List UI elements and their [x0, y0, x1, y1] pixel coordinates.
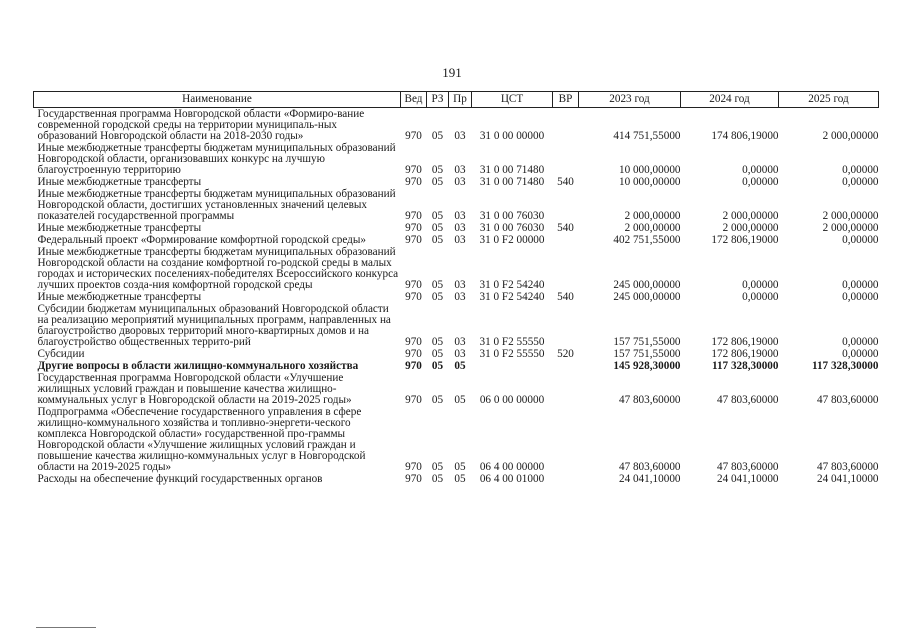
- cell-2023: 245 000,00000: [613, 291, 681, 303]
- cell-name: Расходы на обеспечение функций государственных органов: [37, 473, 323, 485]
- cell-2023: 47 803,60000: [618, 394, 681, 406]
- cell-pr: 03: [454, 164, 466, 176]
- cell-2025: 0,00000: [842, 279, 879, 291]
- cell-2023: 2 000,00000: [624, 222, 681, 234]
- cell-rz: 05: [431, 360, 444, 372]
- cell-rz: 05: [431, 130, 444, 142]
- cell-cst: 31 0 F2 55550: [479, 336, 545, 348]
- cell-vr: [553, 473, 579, 485]
- cell-2024: 2 000,00000: [722, 210, 779, 222]
- cell-vr: [553, 303, 579, 348]
- header-name: Наименование: [34, 92, 401, 108]
- cell-2025: 24 041,10000: [816, 473, 879, 485]
- cell-name: Иные межбюджетные трансферты бюджетам муниципальных образований Новгородской области, организовавших конкурс на лучшую благоустроенную территорию: [37, 142, 396, 176]
- table-row: [34, 108, 879, 143]
- cell-pr: 05: [454, 461, 466, 473]
- header-2024: 2024 год: [681, 92, 779, 108]
- cell-2025: 2 000,00000: [822, 222, 879, 234]
- cell-vr: [553, 246, 579, 291]
- cell-2025: 0,00000: [842, 336, 879, 348]
- cell-vr: [553, 372, 579, 406]
- cell-ved: 970: [405, 394, 422, 406]
- cell-ved: 970: [405, 222, 422, 234]
- cell-cst: 31 0 00 71480: [479, 164, 545, 176]
- header-2023: 2023 год: [579, 92, 681, 108]
- table-row: [34, 406, 879, 473]
- cell-rz: 05: [431, 222, 444, 234]
- header-row: [34, 92, 879, 108]
- cell-name: Другие вопросы в области жилищно-коммунального хозяйства: [37, 360, 359, 372]
- cell-rz: 05: [431, 291, 444, 303]
- cell-2023: 245 000,00000: [613, 279, 681, 291]
- cell-vr: 520: [557, 348, 574, 360]
- cell-pr: 03: [454, 336, 466, 348]
- cell-2025: 2 000,00000: [822, 210, 879, 222]
- cell-ved: 970: [405, 210, 422, 222]
- cell-cst: 31 0 00 71480: [479, 176, 545, 188]
- table-row: [34, 142, 879, 176]
- header-ved: Вед: [401, 92, 427, 108]
- cell-name: Субсидии: [37, 348, 85, 360]
- cell-rz: 05: [431, 473, 444, 485]
- cell-2024: 47 803,60000: [716, 461, 779, 473]
- cell-rz: 05: [431, 234, 444, 246]
- cell-cst: 31 0 00 00000: [479, 130, 545, 142]
- cell-rz: 05: [431, 164, 444, 176]
- cell-2023: 47 803,60000: [618, 461, 681, 473]
- cell-2025: 2 000,00000: [822, 130, 879, 142]
- cell-pr: 05: [454, 473, 466, 485]
- cell-2024: 0,00000: [742, 164, 779, 176]
- cell-2024: 172 806,19000: [711, 234, 779, 246]
- cell-pr: 03: [454, 176, 466, 188]
- header-cst: ЦСТ: [472, 92, 553, 108]
- cell-2024: 24 041,10000: [716, 473, 779, 485]
- cell-2024: 0,00000: [742, 176, 779, 188]
- table-row: [34, 222, 879, 234]
- cell-cst: 06 4 00 00000: [479, 461, 545, 473]
- budget-table: [33, 91, 879, 485]
- cell-ved: 970: [405, 164, 422, 176]
- cell-rz: 05: [431, 336, 444, 348]
- cell-vr: [553, 360, 579, 372]
- cell-pr: 03: [454, 279, 466, 291]
- cell-pr: 03: [454, 130, 466, 142]
- cell-2024: 2 000,00000: [722, 222, 779, 234]
- header-rz: РЗ: [427, 92, 449, 108]
- cell-pr: 05: [454, 360, 466, 372]
- cell-name: Иные межбюджетные трансферты бюджетам муниципальных образований Новгородской области, достигших установленных значений целевых показателей государственной программы: [37, 188, 396, 222]
- cell-ved: 970: [405, 279, 422, 291]
- cell-name: Иные межбюджетные трансферты: [37, 222, 202, 234]
- cell-2023: 2 000,00000: [624, 210, 681, 222]
- table-header: [34, 92, 879, 108]
- cell-cst: 31 0 F2 00000: [479, 234, 545, 246]
- cell-rz: 05: [431, 348, 444, 360]
- table-row: [34, 246, 879, 291]
- cell-pr: 05: [454, 394, 466, 406]
- cell-2023: 10 000,00000: [618, 176, 681, 188]
- cell-cst: 31 0 00 76030: [479, 210, 545, 222]
- cell-2024: 172 806,19000: [711, 348, 779, 360]
- cell-2023: 414 751,55000: [613, 130, 681, 142]
- cell-pr: 03: [454, 234, 466, 246]
- cell-pr: 03: [454, 210, 466, 222]
- cell-name: Иные межбюджетные трансферты: [37, 176, 202, 188]
- cell-vr: [553, 188, 579, 222]
- cell-rz: 05: [431, 210, 444, 222]
- cell-rz: 05: [431, 461, 444, 473]
- cell-cst: 31 0 F2 54240: [479, 291, 545, 303]
- cell-vr: [553, 108, 579, 143]
- cell-ved: 970: [405, 360, 422, 372]
- cell-2023: 157 751,55000: [613, 336, 681, 348]
- cell-vr: 540: [557, 176, 574, 188]
- cell-ved: 970: [405, 234, 422, 246]
- cell-name: Иные межбюджетные трансферты бюджетам муниципальных образований Новгородской области на создание комфортной го-родской среды в малых городах и исторических поселениях-победителях Всероссийского конкурса лучших проектов созда-ния комфортной городской среды: [37, 246, 399, 291]
- cell-cst: [472, 360, 553, 372]
- cell-2025: 0,00000: [842, 164, 879, 176]
- table-row: [34, 473, 879, 485]
- cell-name: Иные межбюджетные трансферты: [37, 291, 202, 303]
- cell-vr: 540: [557, 291, 574, 303]
- table-row: [34, 188, 879, 222]
- cell-name: Субсидии бюджетам муниципальных образований Новгородской области на реализацию мероприятий муниципальных программ, направленных на благоустройство дворовых территорий много-квартирных домов и на благоустройство общественных террито-рий: [37, 303, 391, 348]
- cell-2024: 117 328,30000: [711, 360, 779, 372]
- cell-2025: 0,00000: [842, 176, 879, 188]
- cell-2023: 145 928,30000: [613, 360, 681, 372]
- cell-cst: 06 0 00 00000: [479, 394, 545, 406]
- cell-2023: 157 751,55000: [613, 348, 681, 360]
- cell-2025: 0,00000: [842, 234, 879, 246]
- cell-2023: 24 041,10000: [618, 473, 681, 485]
- cell-pr: 03: [454, 222, 466, 234]
- cell-vr: 540: [557, 222, 574, 234]
- table-row: [34, 348, 879, 360]
- cell-2025: 47 803,60000: [816, 461, 879, 473]
- table-row: [34, 176, 879, 188]
- header-pr: Пр: [449, 92, 472, 108]
- cell-ved: 970: [405, 348, 422, 360]
- cell-2023: 402 751,55000: [613, 234, 681, 246]
- cell-ved: 970: [405, 176, 422, 188]
- cell-cst: 06 4 00 01000: [479, 473, 545, 485]
- cell-2024: 0,00000: [742, 291, 779, 303]
- cell-2024: 172 806,19000: [711, 336, 779, 348]
- cell-2024: 0,00000: [742, 279, 779, 291]
- cell-rz: 05: [431, 279, 444, 291]
- cell-name: Государственная программа Новгородской области «Улучшение жилищных условий граждан и повышение качества жилищно-коммунальных услуг в Новгородской области на 2019-2025 годы»: [37, 372, 352, 406]
- cell-pr: 03: [454, 348, 466, 360]
- table-row: [34, 360, 879, 372]
- header-vr: ВР: [553, 92, 579, 108]
- cell-ved: 970: [405, 291, 422, 303]
- cell-2025: 0,00000: [842, 348, 879, 360]
- cell-cst: 31 0 F2 55550: [479, 348, 545, 360]
- table-row: [34, 372, 879, 406]
- cell-cst: 31 0 F2 54240: [479, 279, 545, 291]
- cell-rz: 05: [431, 394, 444, 406]
- cell-name: Подпрограмма «Обеспечение государственного управления в сфере жилищно-коммунального хозяйства и топливно-энергети-ческого комплекса Новгородской области» государственной про-граммы Новгородской области «Улучшение жилищных условий граждан и повышение качества жилищно-коммунальных услуг в Новгородской области на 2019-2025 годы»: [37, 406, 366, 473]
- cell-ved: 970: [405, 336, 422, 348]
- cell-name: Государственная программа Новгородской области «Формиро-вание современной городской среды на территории муниципаль-ных образований Новгородской области на 2018-2030 годы»: [37, 108, 365, 142]
- cell-name: Федеральный проект «Формирование комфортной городской среды»: [37, 234, 366, 246]
- cell-ved: 970: [405, 130, 422, 142]
- cell-ved: 970: [405, 461, 422, 473]
- footnote-divider: [36, 627, 96, 628]
- cell-2023: 10 000,00000: [618, 164, 681, 176]
- table-body: [34, 108, 879, 486]
- cell-rz: 05: [431, 176, 444, 188]
- table-row: [34, 234, 879, 246]
- table-row: [34, 303, 879, 348]
- cell-cst: 31 0 00 76030: [479, 222, 545, 234]
- cell-vr: [553, 142, 579, 176]
- cell-pr: 03: [454, 291, 466, 303]
- cell-ved: 970: [405, 473, 422, 485]
- cell-vr: [553, 234, 579, 246]
- header-2025: 2025 год: [779, 92, 879, 108]
- cell-2024: 174 806,19000: [711, 130, 779, 142]
- table-row: [34, 291, 879, 303]
- cell-2024: 47 803,60000: [716, 394, 779, 406]
- page-number: 191: [442, 65, 462, 80]
- cell-vr: [553, 406, 579, 473]
- cell-2025: 117 328,30000: [811, 360, 879, 372]
- cell-2025: 47 803,60000: [816, 394, 879, 406]
- cell-2025: 0,00000: [842, 291, 879, 303]
